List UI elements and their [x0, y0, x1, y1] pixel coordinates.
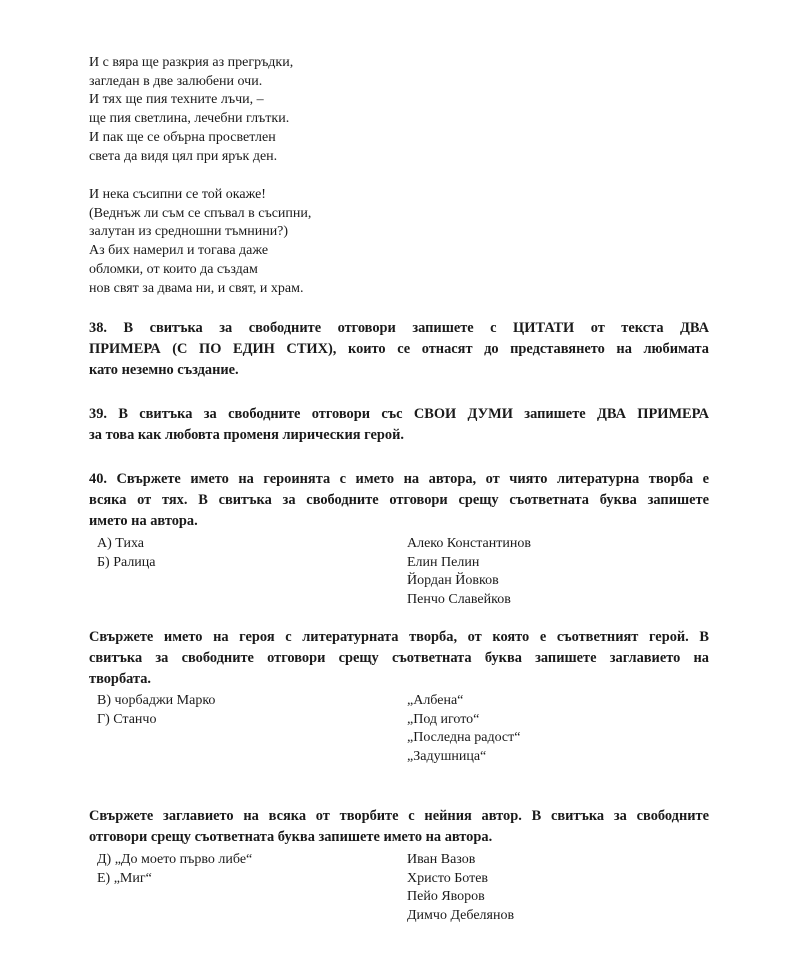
question-38-line: 38. В свитъка за свободните отговори запишете с ЦИТАТИ от текста ДВА [89, 320, 709, 336]
poem-line: (Веднъж ли съм се спъвал в съсипни, [89, 205, 312, 221]
poem-stanza-1 [89, 54, 293, 166]
poem-line: И с вяра ще разкрия аз прегръдки, [89, 55, 294, 70]
part3-left-column [97, 851, 252, 888]
part3-right-column [407, 851, 514, 926]
part2-left-column [97, 692, 215, 729]
question-38-line: като неземно създание. [89, 362, 239, 378]
poem-line: И пак ще се обърна просветлен [89, 129, 276, 145]
list-item: Йордан Йовков [407, 573, 499, 589]
part2-line: свитъка за свободните отговори срещу съответната буква запишете заглавието на [89, 650, 709, 666]
question-39-line: за това как любовта променя лирическия герой. [89, 427, 404, 443]
poem-line: света да видя цял при ярък ден. [89, 148, 278, 164]
part3-instruction [89, 806, 709, 848]
part2-right-column [407, 692, 520, 767]
list-item: Г) Станчо [97, 711, 157, 727]
question-38-line: ПРИМЕРА (С ПО ЕДИН СТИХ), които се отнасят до представянето на любимата [89, 341, 709, 357]
list-item: Д) „До моето първо либе“ [97, 852, 253, 867]
part3-line: Свържете заглавието на всяка от творбите с нейния автор. В свитъка за свободните [89, 808, 709, 824]
question-39-line: 39. В свитъка за свободните отговори със СВОИ ДУМИ запишете ДВА ПРИМЕРА [89, 406, 709, 422]
part2-instruction [89, 627, 709, 690]
list-item: Димчо Дебелянов [407, 908, 515, 924]
list-item: Б) Ралица [97, 554, 156, 570]
poem-line: залутан из средношни тъмнини?) [89, 224, 289, 240]
list-item: Алеко Константинов [407, 536, 531, 551]
part2-line: творбата. [89, 671, 151, 687]
question-40-line: всяка от тях. В свитъка за свободните отговори срещу съответната буква запишете [89, 492, 709, 508]
list-item: Пенчо Славейков [407, 592, 511, 608]
poem-stanza-2 [89, 186, 311, 298]
list-item: Пейо Яворов [407, 889, 485, 905]
poem-line: нов свят за двама ни, и свят, и храм. [89, 280, 304, 296]
question-40-line: 40. Свържете името на героинята с името на автора, от чиято литературна творба е [89, 471, 709, 487]
list-item: А) Тиха [97, 536, 144, 551]
question-40-instruction [89, 469, 709, 532]
list-item: Е) „Миг“ [97, 870, 152, 886]
poem-line: И тях ще пия техните лъчи, – [89, 92, 264, 108]
list-item: В) чорбаджи Марко [97, 693, 216, 708]
list-item: „Задушница“ [407, 749, 487, 765]
part3-line: отговори срещу съответната буква запишете името на автора. [89, 829, 493, 845]
list-item: Христо Ботев [407, 870, 489, 886]
list-item: Иван Вазов [407, 852, 476, 867]
list-item: „Последна радост“ [407, 730, 521, 746]
poem-line: ще пия светлина, лечебни глътки. [89, 111, 290, 127]
q40-right-column [407, 535, 531, 610]
list-item: „Албена“ [407, 693, 464, 708]
list-item: „Под игото“ [407, 711, 480, 727]
part2-line: Свържете името на героя с литературната творба, от която е съответният герой. В [89, 629, 709, 645]
list-item: Елин Пелин [407, 554, 480, 570]
poem-line: обломки, от които да създам [89, 261, 258, 277]
question-39 [89, 404, 709, 446]
question-40-line: името на автора. [89, 513, 198, 529]
poem-line: загледан в две залюбени очи. [89, 73, 263, 89]
q40-left-column [97, 535, 156, 572]
question-38 [89, 318, 709, 381]
poem-line: И нека съсипни се той окаже! [89, 187, 266, 202]
poem-line: Аз бих намерил и тогава даже [89, 243, 269, 259]
